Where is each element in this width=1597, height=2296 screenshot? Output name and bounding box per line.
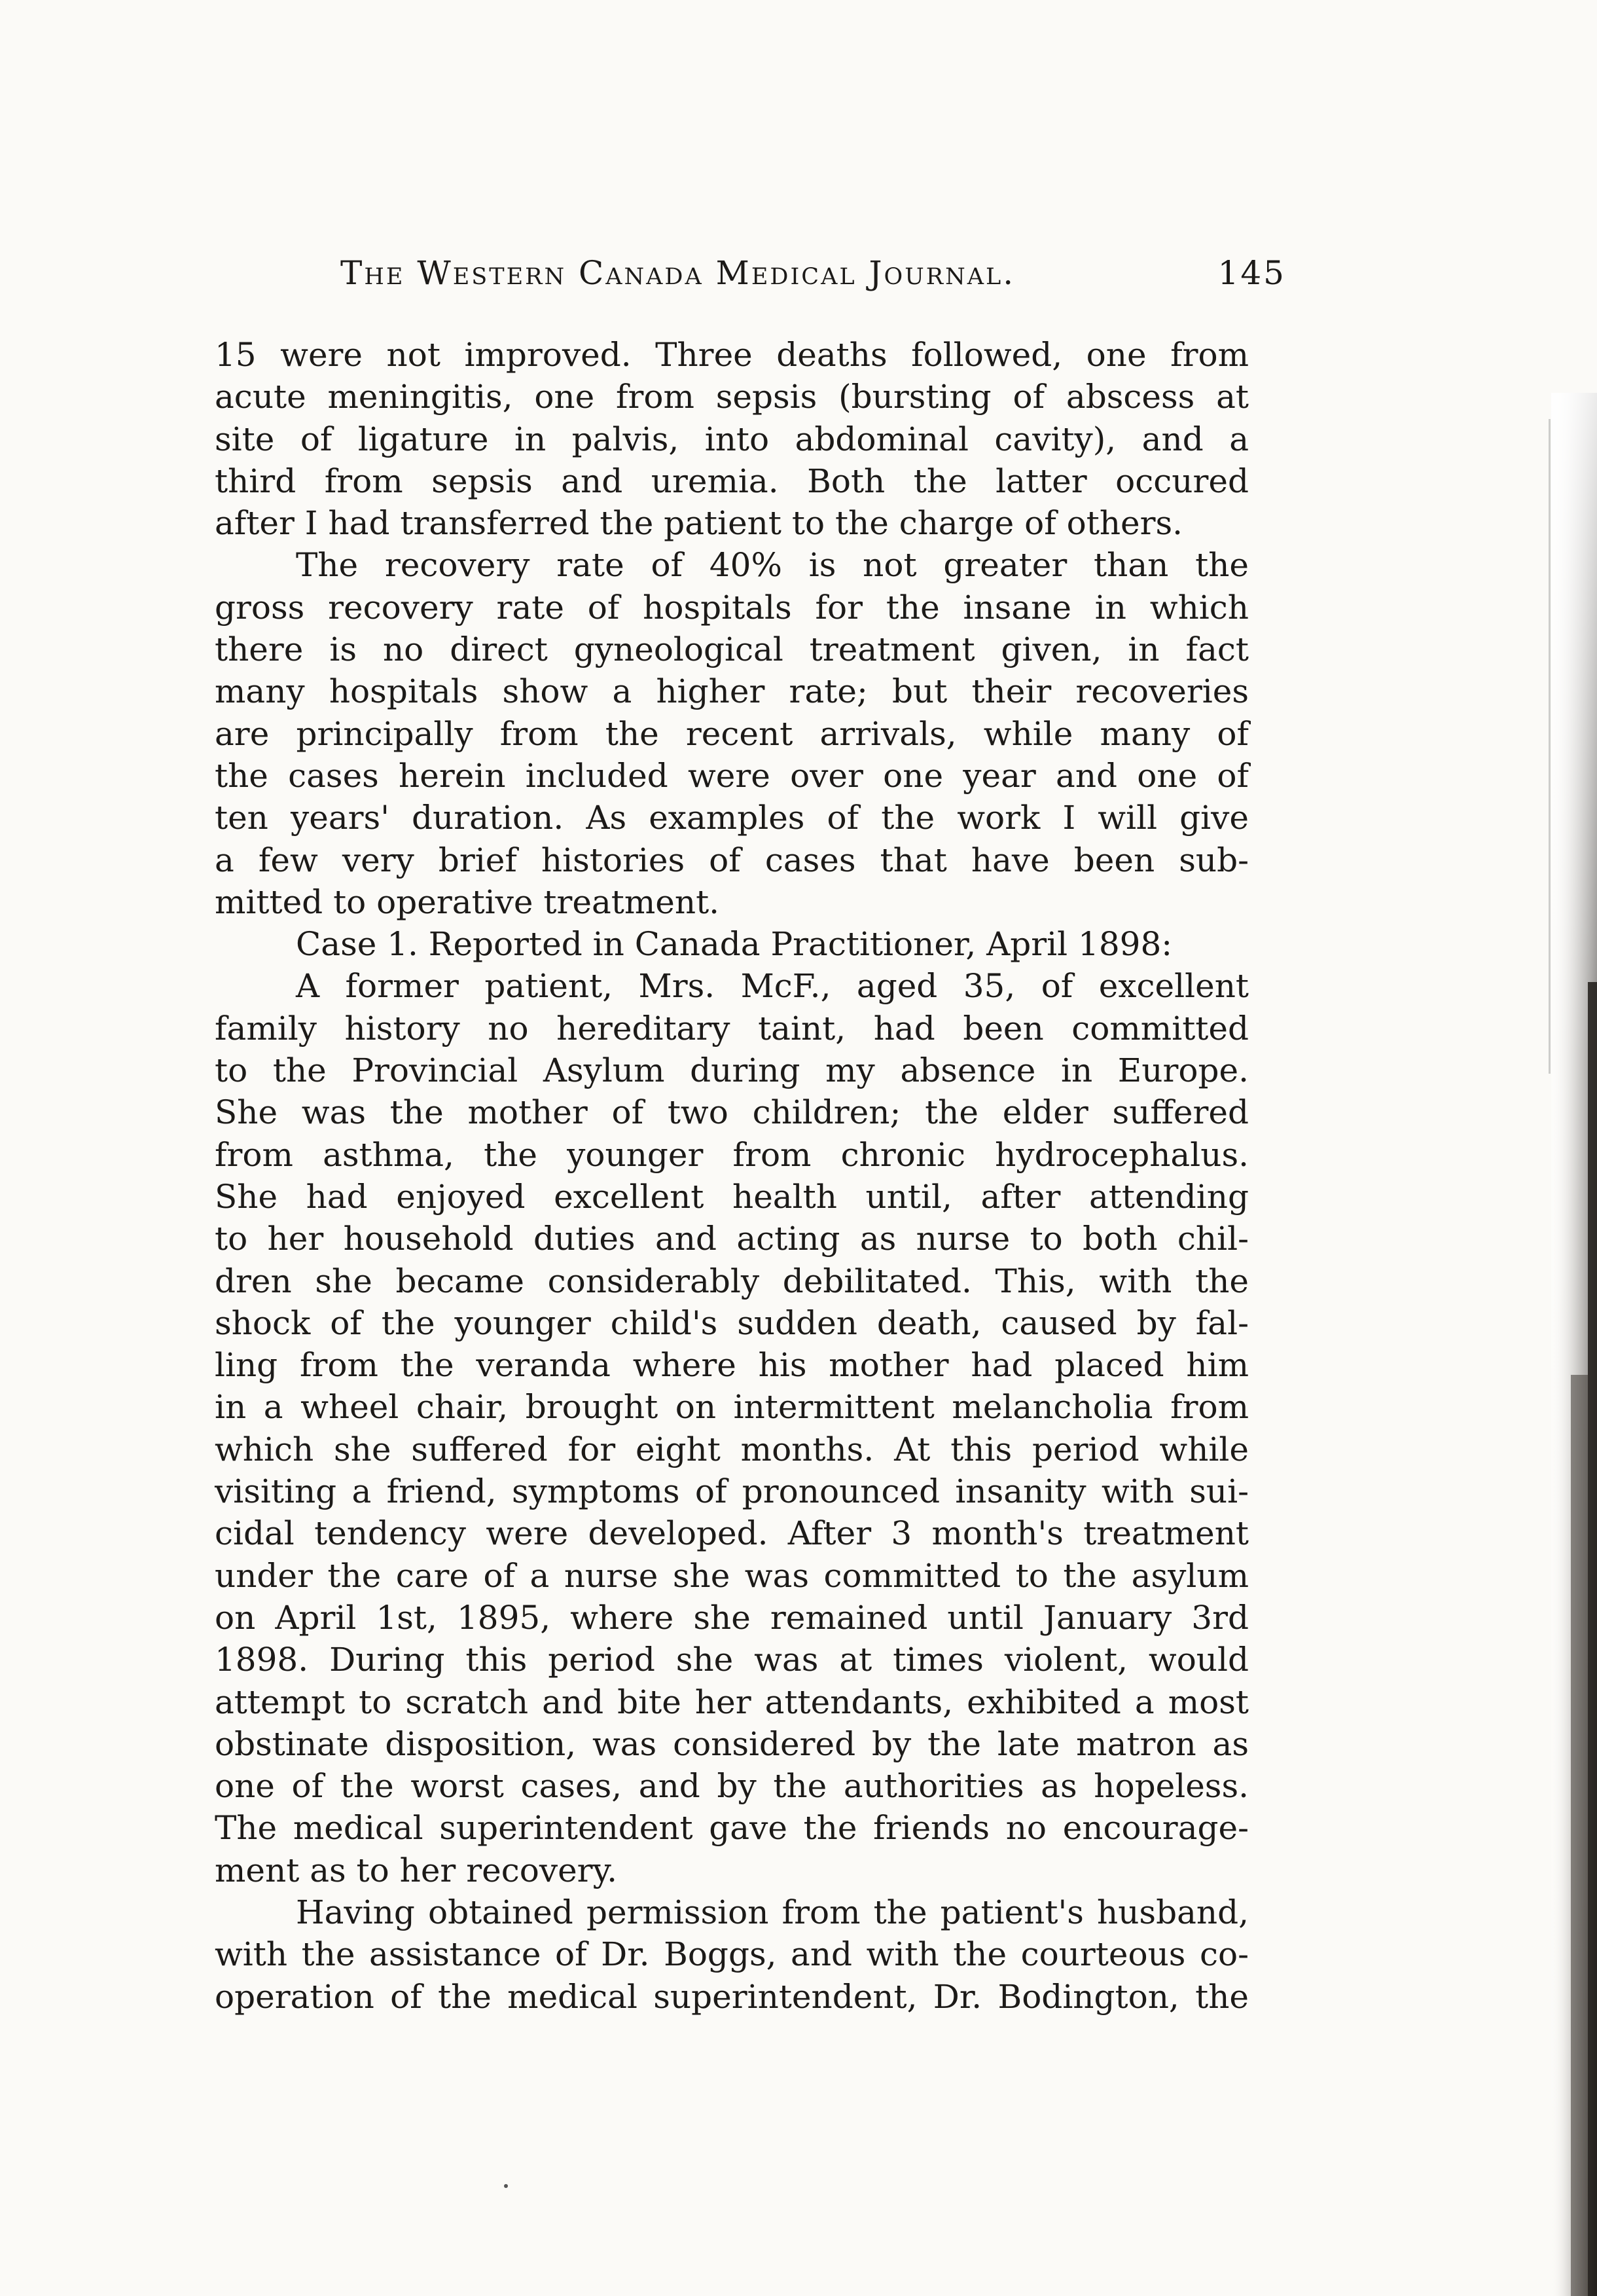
text-line: third from sepsis and uremia. Both the latter occured	[215, 462, 1249, 500]
text-line: She had enjoyed excellent health until, after attending	[215, 1177, 1249, 1216]
text-line: obstinate disposition, was considered by the late matron as	[215, 1724, 1249, 1763]
text-line: shock of the younger child's sudden death, caused by fal-	[215, 1303, 1249, 1342]
text-line: a few very brief histories of cases that have been sub-	[215, 841, 1249, 879]
text-line: gross recovery rate of hospitals for the insane in which	[215, 588, 1249, 627]
text-line: The recovery rate of 40% is not greater than the	[296, 546, 1249, 585]
text-line: with the assistance of Dr. Boggs, and with the courteous co-	[215, 1935, 1249, 1974]
body-text	[215, 334, 1249, 2018]
text-line: A former patient, Mrs. McF., aged 35, of excellent	[296, 967, 1249, 1006]
text-line: The medical superintendent gave the friends no encourage-	[215, 1809, 1249, 1848]
text-line: mitted to operative treatment.	[215, 883, 720, 921]
case-heading-line: Case 1. Reported in Canada Practitioner, April 1898:	[296, 925, 1173, 964]
text-line: family history no hereditary taint, had been committed	[215, 1009, 1249, 1048]
text-line: to the Provincial Asylum during my absence in Europe.	[215, 1051, 1249, 1090]
text-line: 1898. During this period she was at times violent, would	[215, 1641, 1249, 1679]
text-line: one of the worst cases, and by the authorities as hopeless.	[215, 1767, 1249, 1806]
text-line: ling from the veranda where his mother had placed him	[215, 1346, 1249, 1385]
text-line: in a wheel chair, brought on intermittent melancholia from	[215, 1388, 1249, 1427]
page-number: 145	[1217, 254, 1286, 292]
text-line: site of ligature in palvis, into abdominal cavity), and a	[215, 420, 1249, 458]
text-line: attempt to scratch and bite her attendants, exhibited a most	[215, 1683, 1249, 1721]
text-line: dren she became considerably debilitated. This, with the	[215, 1262, 1249, 1300]
text-line: acute meningitis, one from sepsis (bursting of abscess at	[215, 378, 1249, 416]
text-line: are principally from the recent arrivals, while many of	[215, 714, 1249, 753]
text-line: ment as to her recovery.	[215, 1851, 618, 1889]
text-line: She was the mother of two children; the elder suffered	[215, 1093, 1249, 1132]
text-line: there is no direct gyneological treatment given, in fact	[215, 630, 1249, 669]
text-line: the cases herein included were over one year and one of	[215, 756, 1249, 795]
text-line: Having obtained permission from the patient's husband,	[296, 1893, 1249, 1931]
text-line: ten years' duration. As examples of the work I will give	[215, 799, 1249, 837]
text-line: after I had transferred the patient to the charge of others.	[215, 504, 1183, 543]
text-line: cidal tendency were developed. After 3 month's treatment	[215, 1514, 1249, 1553]
text-line: under the care of a nurse she was committed to the asylum	[215, 1556, 1249, 1595]
text-line: visiting a friend, symptoms of pronounced insanity with sui-	[215, 1472, 1249, 1511]
text-line: 15 were not improved. Three deaths followed, one from	[215, 336, 1249, 374]
journal-title: The Western Canada Medical Journal.	[340, 254, 1016, 292]
binding-shadow	[1525, 393, 1597, 2296]
text-line: operation of the medical superintendent, Dr. Bodington, the	[215, 1977, 1249, 2016]
ink-speck	[504, 2184, 508, 2188]
running-header	[340, 254, 1286, 306]
text-line: which she suffered for eight months. At this period while	[215, 1430, 1249, 1468]
text-line: many hospitals show a higher rate; but their recoveries	[215, 672, 1249, 711]
text-line: on April 1st, 1895, where she remained until January 3rd	[215, 1598, 1249, 1637]
text-line: to her household duties and acting as nurse to both chil-	[215, 1220, 1249, 1258]
text-line: from asthma, the younger from chronic hydrocephalus.	[215, 1135, 1249, 1174]
